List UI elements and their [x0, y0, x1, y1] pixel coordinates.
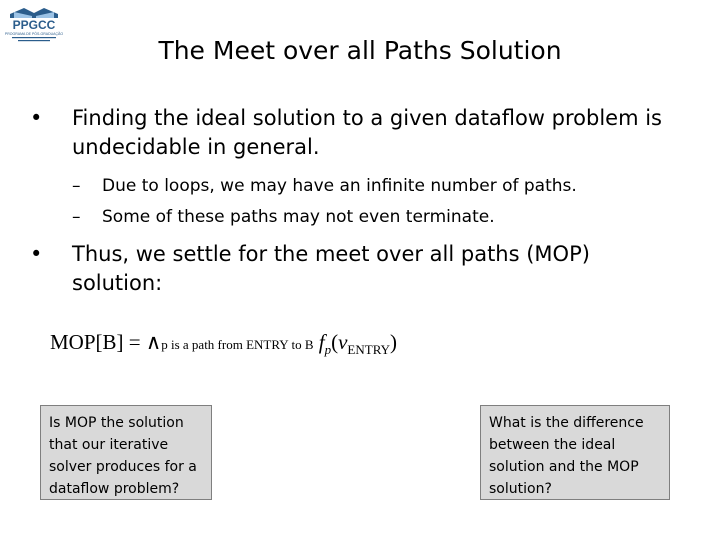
- formula-subscript: p is a path from ENTRY to B: [161, 337, 314, 352]
- formula-f: f: [318, 330, 325, 354]
- bullet-text: Finding the ideal solution to a given dataflow problem is undecidable in general.: [72, 106, 662, 159]
- bullet-text: Thus, we settle for the meet over all paths (MOP) solution:: [72, 242, 590, 295]
- formula-f-sub: p: [324, 342, 332, 358]
- bullet-marker: •: [30, 242, 43, 266]
- sub-bullet-text: Due to loops, we may have an infinite number of paths.: [102, 176, 577, 196]
- slide-title: The Meet over all Paths Solution: [158, 36, 562, 65]
- formula-open-paren: (: [331, 330, 339, 354]
- formula-v: v: [338, 330, 348, 354]
- formula-v-sub: ENTRY: [347, 342, 391, 358]
- callout-left: Is MOP the solution that our iterative solver produces for a dataflow problem?: [40, 405, 212, 500]
- sub-bullet-marker: –: [72, 176, 81, 196]
- sub-bullet-terminate: [72, 204, 692, 230]
- bullet-thus-mop: [30, 240, 650, 298]
- bullet-finding-ideal: [30, 104, 690, 162]
- bullet-marker: •: [30, 106, 43, 130]
- sub-bullet-loops: [72, 173, 692, 199]
- sub-bullet-text: Some of these paths may not even terminate.: [102, 207, 495, 227]
- formula-close-paren: ): [390, 330, 398, 354]
- logo-text: PPGCC: [12, 18, 56, 32]
- formula-meet-symbol: ∧: [145, 330, 162, 354]
- sub-bullet-marker: –: [72, 207, 81, 227]
- mop-formula: [50, 330, 397, 358]
- callout-right: What is the difference between the ideal solution and the MOP solution?: [480, 405, 670, 500]
- formula-lhs: MOP[B] =: [50, 330, 146, 354]
- logo-subtitle: PROGRAMA DE PÓS-GRADUAÇÃO: [4, 32, 64, 36]
